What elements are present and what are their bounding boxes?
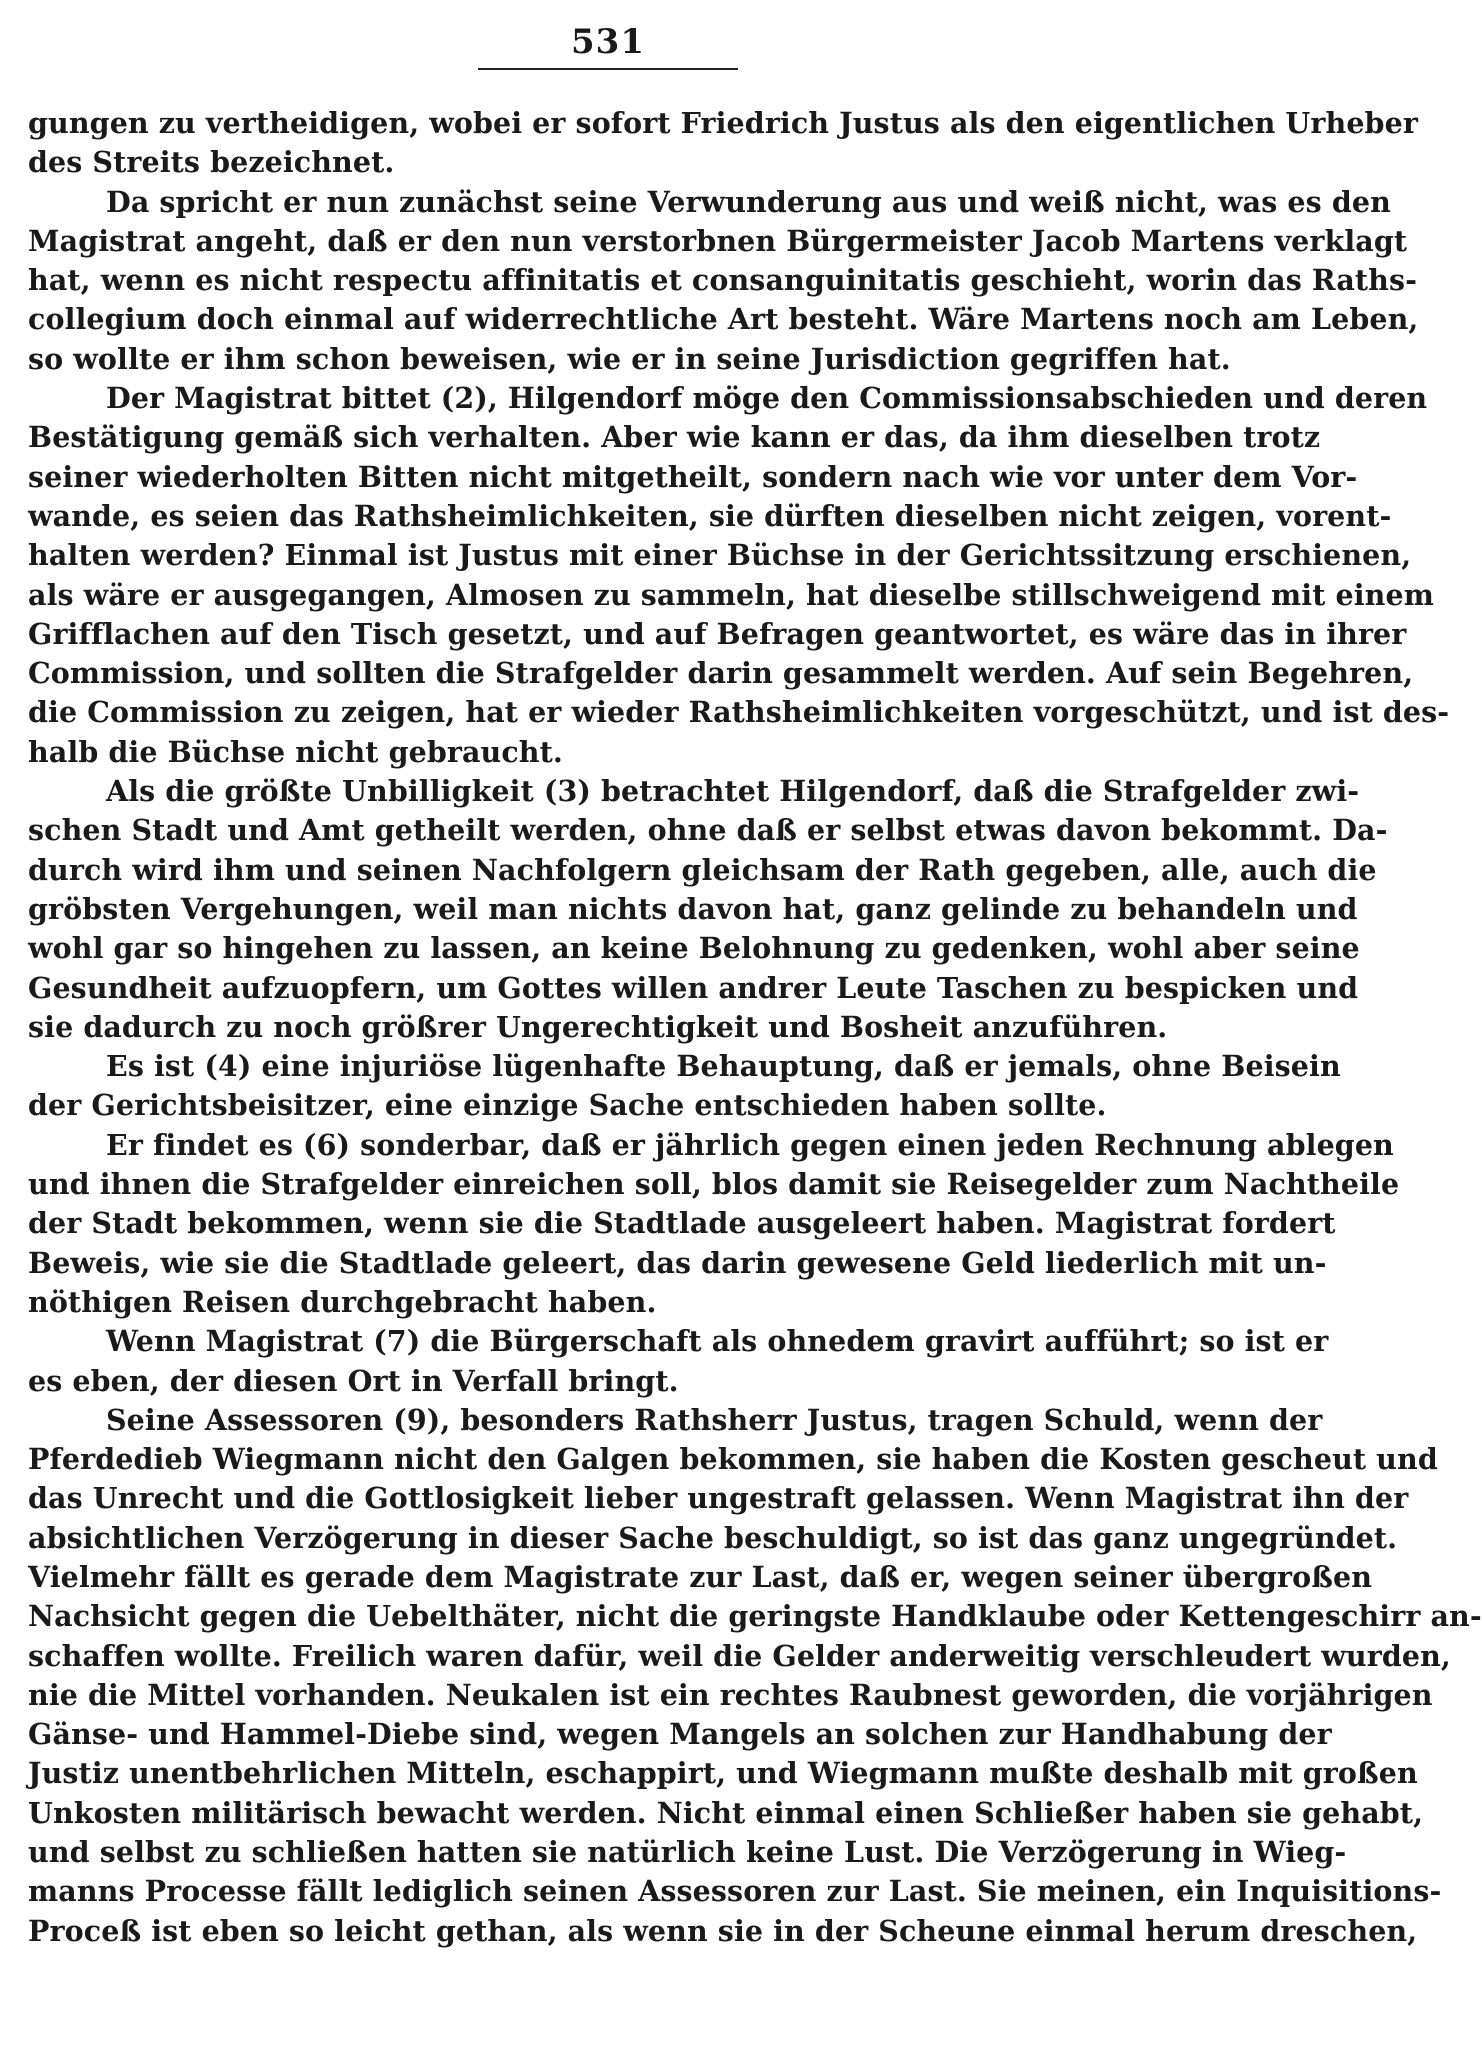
text-line: halten werden? Einmal ist Justus mit einer Büchse in der Gerichtssitzung erschienen, (28, 538, 1412, 573)
text-line: und ihnen die Strafgelder einreichen soll, blos damit sie Reisegelder zum Nachtheile (28, 1167, 1400, 1202)
text-line: hat, wenn es nicht respectu affinitatis et consanguinitatis geschieht, worin das Raths- (28, 263, 1418, 298)
text-line: Er findet es (6) sonderbar, daß er jährlich gegen einen jeden Rechnung ablegen (106, 1127, 1394, 1162)
page-number: 531 (571, 22, 645, 62)
text-line: der Gerichtsbeisitzer, eine einzige Sache entschieden haben sollte. (28, 1088, 1107, 1123)
text-line: Beweis, wie sie die Stadtlade geleert, das darin gewesene Geld liederlich mit un- (28, 1245, 1327, 1280)
text-line: und selbst zu schließen hatten sie natürlich keine Lust. Die Verzögerung in Wieg- (28, 1835, 1347, 1870)
text-line: wohl gar so hingehen zu lassen, an keine Belohnung zu gedenken, wohl aber seine (28, 931, 1360, 966)
text-line: Gesundheit aufzuopfern, um Gottes willen andrer Leute Taschen zu bespicken und (28, 970, 1359, 1005)
text-line: collegium doch einmal auf widerrechtliche Art besteht. Wäre Martens noch am Leben, (28, 302, 1419, 337)
text-line: die Commission zu zeigen, hat er wieder Rathsheimlichkeiten vorgeschützt, und ist des- (28, 695, 1450, 730)
text-line: gungen zu vertheidigen, wobei er sofort Friedrich Justus als den eigentlichen Urheber (28, 106, 1418, 140)
body-text (28, 104, 1482, 1951)
text-line: Als die größte Unbilligkeit (3) betrachtet Hilgendorf, daß die Strafgelder zwi- (106, 774, 1360, 809)
text-line: Nachsicht gegen die Uebelthäter, nicht die geringste Handklaube oder Kettengeschirr an- (28, 1599, 1482, 1634)
text-line: es eben, der diesen Ort in Verfall bringt. (28, 1363, 679, 1398)
text-line: so wollte er ihm schon beweisen, wie er in seine Jurisdiction gegriffen hat. (28, 341, 1231, 376)
text-line: Gänse- und Hammel-Diebe sind, wegen Mangels an solchen zur Handhabung der (28, 1717, 1332, 1752)
text-line: Grifflachen auf den Tisch gesetzt, und auf Befragen geantwortet, es wäre das in ihrer (28, 616, 1407, 651)
text-line: Vielmehr fällt es gerade dem Magistrate zur Last, daß er, wegen seiner übergroßen (28, 1559, 1373, 1594)
text-line: Wenn Magistrat (7) die Bürgerschaft als ohnedem gravirt aufführt; so ist er (106, 1324, 1329, 1359)
text-line: Unkosten militärisch bewacht werden. Nicht einmal einen Schließer haben sie gehabt, (28, 1795, 1424, 1830)
text-line: der Stadt bekommen, wenn sie die Stadtlade ausgeleert haben. Magistrat fordert (28, 1206, 1336, 1241)
text-line: sie dadurch zu noch größrer Ungerechtigkeit und Bosheit anzuführen. (28, 1009, 1168, 1044)
text-line: absichtlichen Verzögerung in dieser Sache beschuldigt, so ist das ganz ungegründet. (28, 1520, 1398, 1555)
text-line: nöthigen Reisen durchgebracht haben. (28, 1284, 657, 1319)
text-line: manns Processe fällt lediglich seinen Assessoren zur Last. Sie meinen, ein Inquisitions- (28, 1874, 1442, 1909)
text-line: seiner wiederholten Bitten nicht mitgetheilt, sondern nach wie vor unter dem Vor- (28, 459, 1358, 494)
text-line: durch wird ihm und seinen Nachfolgern gleichsam der Rath gegeben, alle, auch die (28, 852, 1377, 887)
text-line: halb die Büchse nicht gebraucht. (28, 734, 563, 769)
header-rule (478, 68, 738, 70)
text-line: Proceß ist eben so leicht gethan, als wenn sie in der Scheune einmal herum dreschen, (28, 1913, 1418, 1948)
page-header (28, 22, 1188, 86)
text-line: Da spricht er nun zunächst seine Verwunderung aus und weiß nicht, was es den (106, 184, 1391, 219)
text-line: Es ist (4) eine injuriöse lügenhafte Behauptung, daß er jemals, ohne Beisein (106, 1049, 1341, 1084)
text-line: schen Stadt und Amt getheilt werden, ohne daß er selbst etwas davon bekommt. Da- (28, 813, 1388, 848)
text-line: Magistrat angeht, daß er den nun verstorbnen Bürgermeister Jacob Martens verklagt (28, 223, 1408, 258)
text-line: des Streits bezeichnet. (28, 145, 395, 180)
text-line: schaffen wollte. Freilich waren dafür, weil die Gelder anderweitig verschleudert wurden, (28, 1638, 1451, 1673)
text-line: Justiz unentbehrlichen Mitteln, eschappirt, und Wiegmann mußte deshalb mit großen (28, 1756, 1418, 1791)
text-line: gröbsten Vergehungen, weil man nichts davon hat, ganz gelinde zu behandeln und (28, 891, 1358, 926)
text-line: Der Magistrat bittet (2), Hilgendorf möge den Commissionsabschieden und deren (106, 381, 1428, 416)
text-line: Pferdedieb Wiegmann nicht den Galgen bekommen, sie haben die Kosten gescheut und (28, 1442, 1438, 1477)
text-line: Bestätigung gemäß sich verhalten. Aber wie kann er das, da ihm dieselben trotz (28, 420, 1321, 455)
text-line: Seine Assessoren (9), besonders Rathsherr Justus, tragen Schuld, wenn der (106, 1402, 1323, 1437)
text-line: wande, es seien das Rathsheimlichkeiten, sie dürften dieselben nicht zeigen, vorent- (28, 498, 1392, 533)
text-line: das Unrecht und die Gottlosigkeit lieber ungestraft gelassen. Wenn Magistrat ihn der (28, 1481, 1409, 1516)
text-line: nie die Mittel vorhanden. Neukalen ist ein rechtes Raubnest geworden, die vorjährigen (28, 1677, 1433, 1712)
text-line: als wäre er ausgegangen, Almosen zu sammeln, hat dieselbe stillschweigend mit einem (28, 577, 1434, 612)
text-line: Commission, und sollten die Strafgelder darin gesammelt werden. Auf sein Begehren, (28, 656, 1414, 691)
